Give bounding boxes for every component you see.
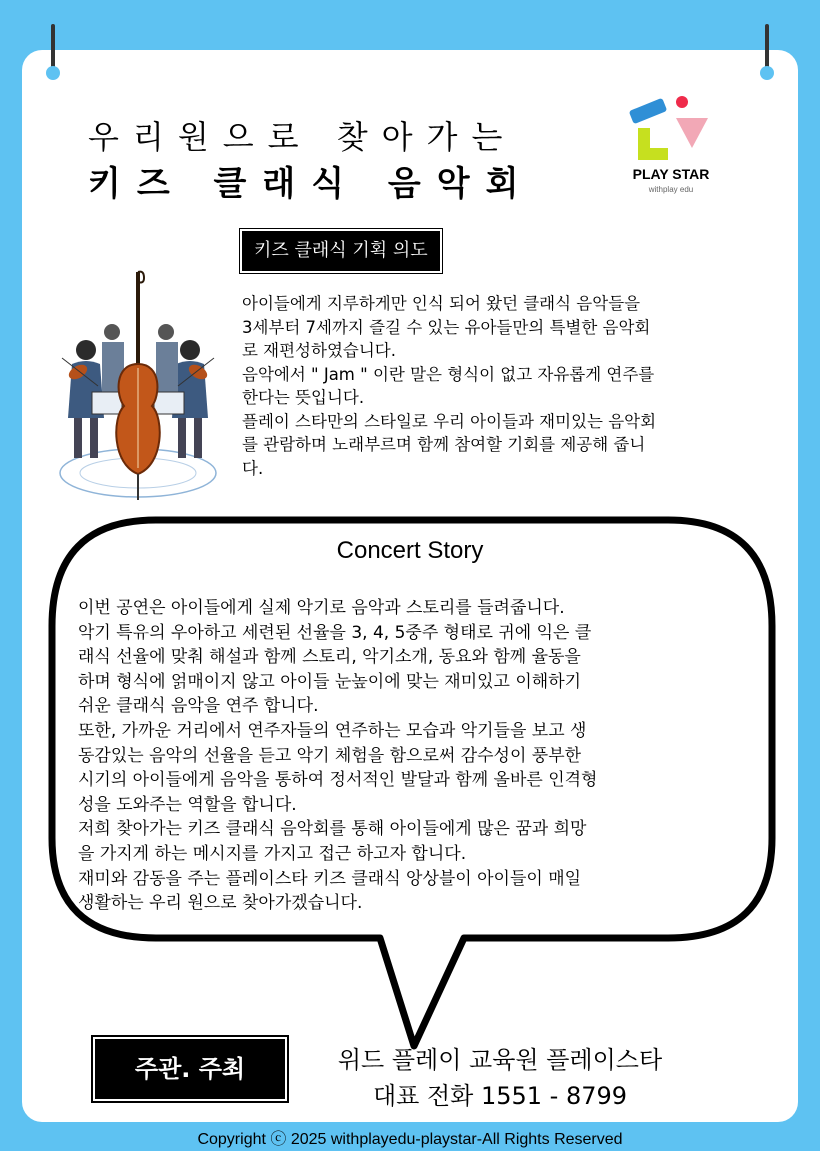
organizer-name: 위드 플레이 교육원 플레이스타	[337, 1046, 663, 1074]
title-line-1: 우리원으로 찾아가는	[88, 118, 517, 156]
logo-subtitle: withplay edu	[648, 185, 694, 194]
pin-hole-right	[760, 66, 774, 80]
title-line-2: 키즈 클래식 음악회	[88, 164, 535, 204]
logo-brand: PLAY STAR	[632, 166, 710, 182]
story-title: Concert Story	[336, 537, 484, 564]
intent-label: 키즈 클래식 기획 의도	[240, 229, 442, 273]
string-quartet-illustration-icon	[54, 268, 222, 508]
intent-body-text: 아이들에게 지루하게만 인식 되어 왔던 클래식 음악들을 3세부터 7세까지 즐길 수 있는 유아들만의 특별한 음악회 로 재편성하였습니다. 음악에서 " Jam " 이란 말은 형식이 없고 자유롭게 연주를 한다는 뜻입니다. 플레이 스타만의 스타일로 우리 아이들과 재미있는 음악회 를 관람하며 노래부르며 함께 참여할 기회를 제공해 줍니 다.	[242, 294, 657, 478]
copyright-text: Copyright ⓒ 2025 withplayedu-playstar-All Rights Reserved	[197, 1131, 623, 1148]
story-body-text: 이번 공연은 아이들에게 실제 악기로 음악과 스토리를 들려줍니다. 악기 특유의 우아하고 세련된 선율을 3, 4, 5중주 형태로 귀에 익은 클 래식 선율에 맞춰 해설과 함께 스토리, 악기소개, 동요와 함께 율동을 하며 형식에 얽매이지 않고 아이들 눈높이에 맞는 재미있고 이해하기 쉬운 클래식 음악을 연주 합니다. 또한, 가까운 거리에서 연주자들의 연주하는 모습과 악기들을 보고 생 동감있는 음악의 선율을 듣고 악기 체험을 함으로써 감수성이 풍부한 시기의 아이들에게 음악을 통하여 정서적인 발달과 함께 올바른 인격형 성을 도와주는 역할을 합니다. 저희 찾아가는 키즈 클래식 음악회를 통해 아이들에게 많은 꿈과 희망 을 가지게 하는 메시지를 가지고 접근 하고자 합니다. 재미와 감동을 주는 플레이스타 키즈 클래식 앙상블이 아이들이 매일 생활하는 우리 원으로 찾아가겠습니다.	[78, 598, 598, 914]
contact-phone: 대표 전화 1551 - 8799	[372, 1082, 628, 1110]
pin-hole-left	[46, 66, 60, 80]
host-label: 주관. 주최	[93, 1037, 287, 1101]
